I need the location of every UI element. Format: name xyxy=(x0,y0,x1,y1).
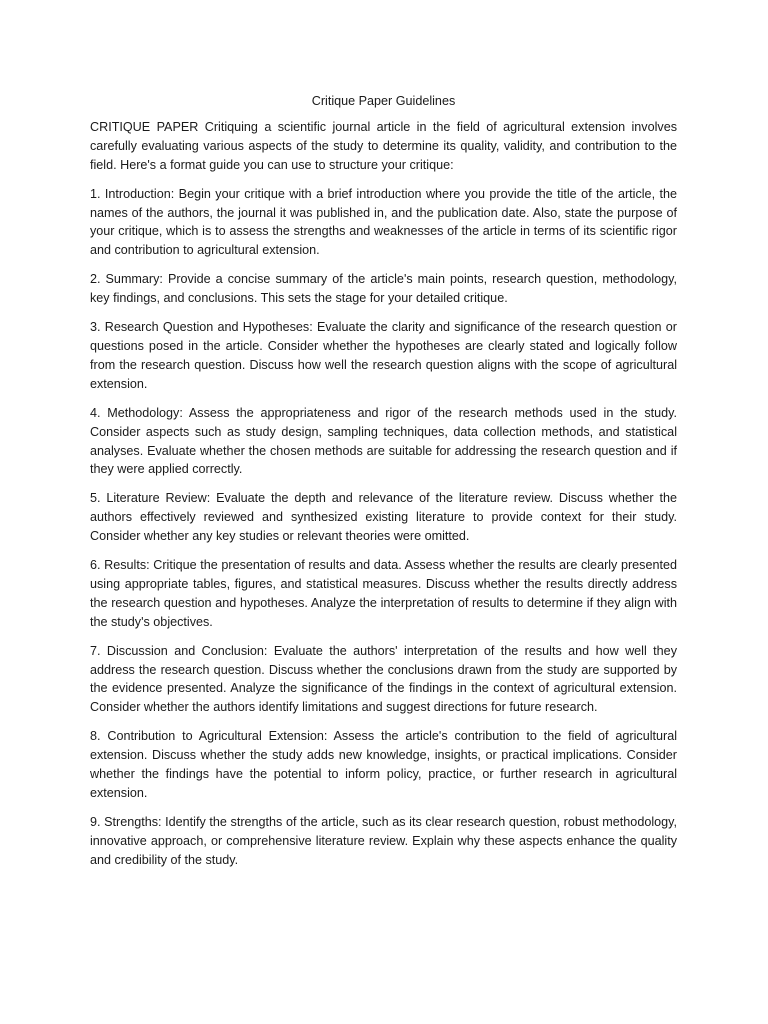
paragraph-contribution: 8. Contribution to Agricultural Extension: Assess the article's contribution to the field of agricultural extension. Discuss whether the study adds new knowledge, insights, or practical implications. Consider whether the findings have the potential to inform policy, practice, or further research in agricultural extension. xyxy=(90,729,677,800)
document-page xyxy=(90,92,677,880)
paragraph-summary: 2. Summary: Provide a concise summary of the article's main points, research question, methodology, key findings, and conclusions. This sets the stage for your detailed critique. xyxy=(90,272,677,306)
document-title: Critique Paper Guidelines xyxy=(311,94,456,108)
paragraph-research-question: 3. Research Question and Hypotheses: Evaluate the clarity and significance of the research question or questions posed in the article. Consider whether the hypotheses are clearly stated and logically follow from the research question. Discuss how well the research question aligns with the scope of agricultural extension. xyxy=(90,320,677,391)
paragraph-literature-review: 5. Literature Review: Evaluate the depth and relevance of the literature review. Discuss whether the authors effectively reviewed and synthesized existing literature to provide context for their study. Consider whether any key studies or relevant theories were omitted. xyxy=(90,491,677,544)
paragraph-strengths: 9. Strengths: Identify the strengths of the article, such as its clear research question, robust methodology, innovative approach, or comprehensive literature review. Explain why these aspects enhance the quality and credibility of the study. xyxy=(90,814,677,867)
paragraph-intro: CRITIQUE PAPER Critiquing a scientific journal article in the field of agricultural extension involves carefully evaluating various aspects of the study to determine its quality, validity, and contribution to the field. Here's a format guide you can use to structure your critique: xyxy=(90,119,677,172)
paragraph-methodology: 4. Methodology: Assess the appropriateness and rigor of the research methods used in the study. Consider aspects such as study design, sampling techniques, data collection methods, and statistical analyses. Evaluate whether the chosen methods are suitable for addressing the research question and if they were applied correctly. xyxy=(90,405,677,477)
paragraph-introduction: 1. Introduction: Begin your critique with a brief introduction where you provide the title of the article, the names of the authors, the journal it was published in, and the publication date. Also, state the purpose of your critique, which is to assess the strengths and weaknesses of the article in terms of its scientific rigor and contribution to agricultural extension. xyxy=(90,186,677,258)
paragraph-results: 6. Results: Critique the presentation of results and data. Assess whether the results are clearly presented using appropriate tables, figures, and statistical measures. Discuss whether the results directly address the research question and hypotheses. Analyze the interpretation of results to determine if they align with the study's objectives. xyxy=(90,558,677,629)
paragraph-discussion: 7. Discussion and Conclusion: Evaluate the authors' interpretation of the results and how well they address the research question. Discuss whether the conclusions drawn from the study are supported by the evidence presented. Analyze the significance of the findings in the context of agricultural extension. Consider whether the authors identify limitations and suggest directions for future research. xyxy=(90,643,677,715)
